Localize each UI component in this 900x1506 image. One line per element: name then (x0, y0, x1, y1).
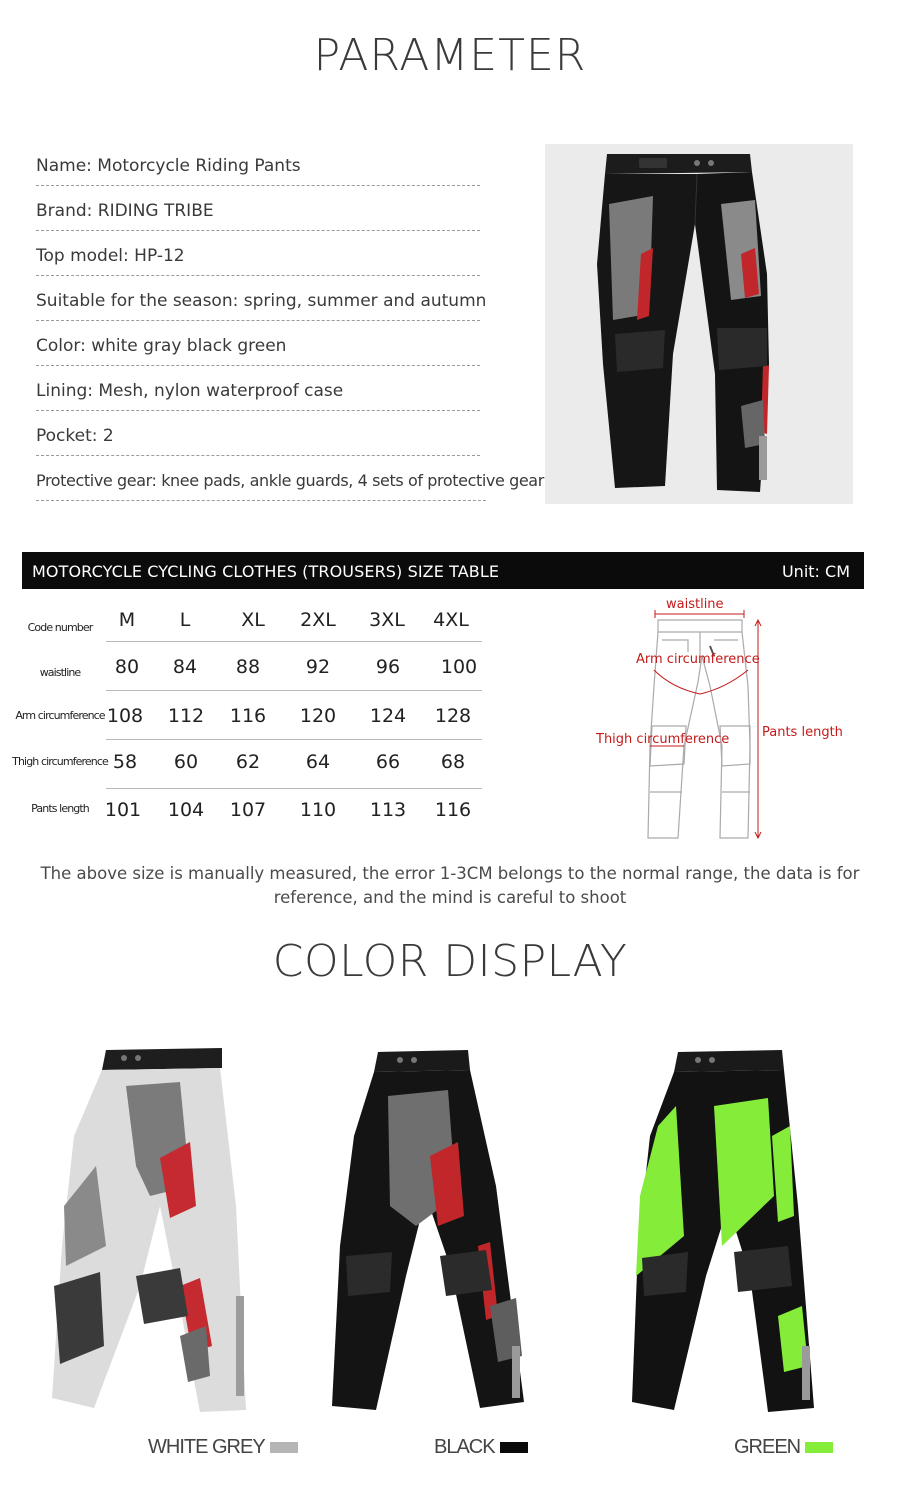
color-swatch (500, 1442, 528, 1453)
param-row (36, 283, 526, 328)
param-row (36, 148, 526, 193)
color-swatch (270, 1442, 298, 1453)
parameter-title: PARAMETER (313, 30, 587, 81)
table-header-row (10, 593, 482, 642)
size-table-unit: Unit: CM (781, 562, 850, 581)
param-row (36, 328, 526, 373)
color-label-white-grey (148, 1436, 298, 1462)
table-cell: 60 (173, 751, 199, 773)
table-row-label: Arm circumference (15, 709, 105, 722)
table-cell: 88 (235, 656, 261, 678)
table-cell: 124 (369, 705, 407, 727)
param-row (36, 373, 526, 418)
size-header-cell: 3XL (369, 609, 405, 631)
color-label-black (434, 1436, 528, 1462)
table-cell: 92 (305, 656, 331, 678)
param-row (36, 193, 526, 238)
size-table (10, 593, 482, 838)
size-header-cell: XL (241, 609, 265, 631)
param-text: Suitable for the season: spring, summer and autumn (36, 291, 487, 311)
black-pants-image (318, 1046, 548, 1420)
color-label-text: WHITE GREY (148, 1436, 265, 1458)
table-cell: 128 (434, 705, 472, 727)
param-row (36, 238, 526, 283)
param-text: Color: white gray black green (36, 336, 287, 356)
table-cell: 116 (434, 799, 472, 821)
table-cell: 120 (299, 705, 337, 727)
table-cell: 107 (229, 799, 267, 821)
table-row (10, 740, 482, 789)
table-cell: 80 (114, 656, 140, 678)
table-row-label: Code number (27, 621, 93, 634)
green-pants-image (618, 1046, 838, 1420)
table-row-label: waistline (39, 666, 81, 679)
table-cell: 58 (112, 751, 138, 773)
table-row (10, 789, 482, 838)
color-swatch (805, 1442, 833, 1453)
size-table-title: MOTORCYCLE CYCLING CLOTHES (TROUSERS) SIZE TABLE (32, 562, 500, 581)
table-cell: 96 (375, 656, 401, 678)
table-cell: 68 (440, 751, 466, 773)
table-cell: 84 (172, 656, 198, 678)
table-cell: 66 (375, 751, 401, 773)
table-cell: 108 (106, 705, 144, 727)
waistline-label: waistline (666, 597, 724, 612)
param-text: Pocket: 2 (36, 426, 114, 446)
param-text: Lining: Mesh, nylon waterproof case (36, 381, 344, 401)
table-cell: 101 (104, 799, 142, 821)
size-header-cell: 2XL (300, 609, 336, 631)
thigh-circumference-label: Thigh circumference (596, 732, 730, 747)
param-row (36, 418, 526, 463)
param-text: Protective gear: knee pads, ankle guards, 4 sets of protective gear (36, 471, 544, 490)
param-text: Name: Motorcycle Riding Pants (36, 156, 301, 176)
table-cell: 110 (299, 799, 337, 821)
color-label-text: BLACK (434, 1436, 495, 1458)
color-display-title: COLOR DISPLAY (272, 936, 628, 987)
table-cell: 116 (229, 705, 267, 727)
color-label-text: GREEN (734, 1436, 801, 1458)
size-header-cell: 4XL (433, 609, 469, 631)
size-header-cell: M (118, 609, 136, 631)
measurement-diagram (592, 596, 852, 846)
table-row-label: Pants length (31, 802, 89, 815)
table-row-label: Thigh circumference (12, 755, 108, 768)
size-table-header-bar (22, 552, 864, 589)
parameter-list (36, 148, 544, 508)
product-photo (545, 144, 853, 504)
table-cell: 62 (235, 751, 261, 773)
size-header-cell: L (179, 609, 191, 631)
size-note: The above size is manually measured, the error 1-3CM belongs to the normal range, the data is for reference, and the mind is careful to shoot (40, 864, 860, 907)
param-text: Top model: HP-12 (36, 246, 185, 266)
table-cell: 100 (440, 656, 478, 678)
white-grey-pants-image (40, 1046, 260, 1420)
color-label-green (734, 1436, 833, 1462)
table-cell: 64 (305, 751, 331, 773)
param-row (36, 463, 544, 508)
table-cell: 112 (167, 705, 205, 727)
arm-circumference-label: Arm circumference (636, 652, 760, 667)
table-row (10, 691, 482, 740)
table-row (10, 642, 482, 691)
table-cell: 104 (167, 799, 205, 821)
table-cell: 113 (369, 799, 407, 821)
pants-length-label: Pants length (762, 725, 843, 740)
param-text: Brand: RIDING TRIBE (36, 201, 214, 221)
